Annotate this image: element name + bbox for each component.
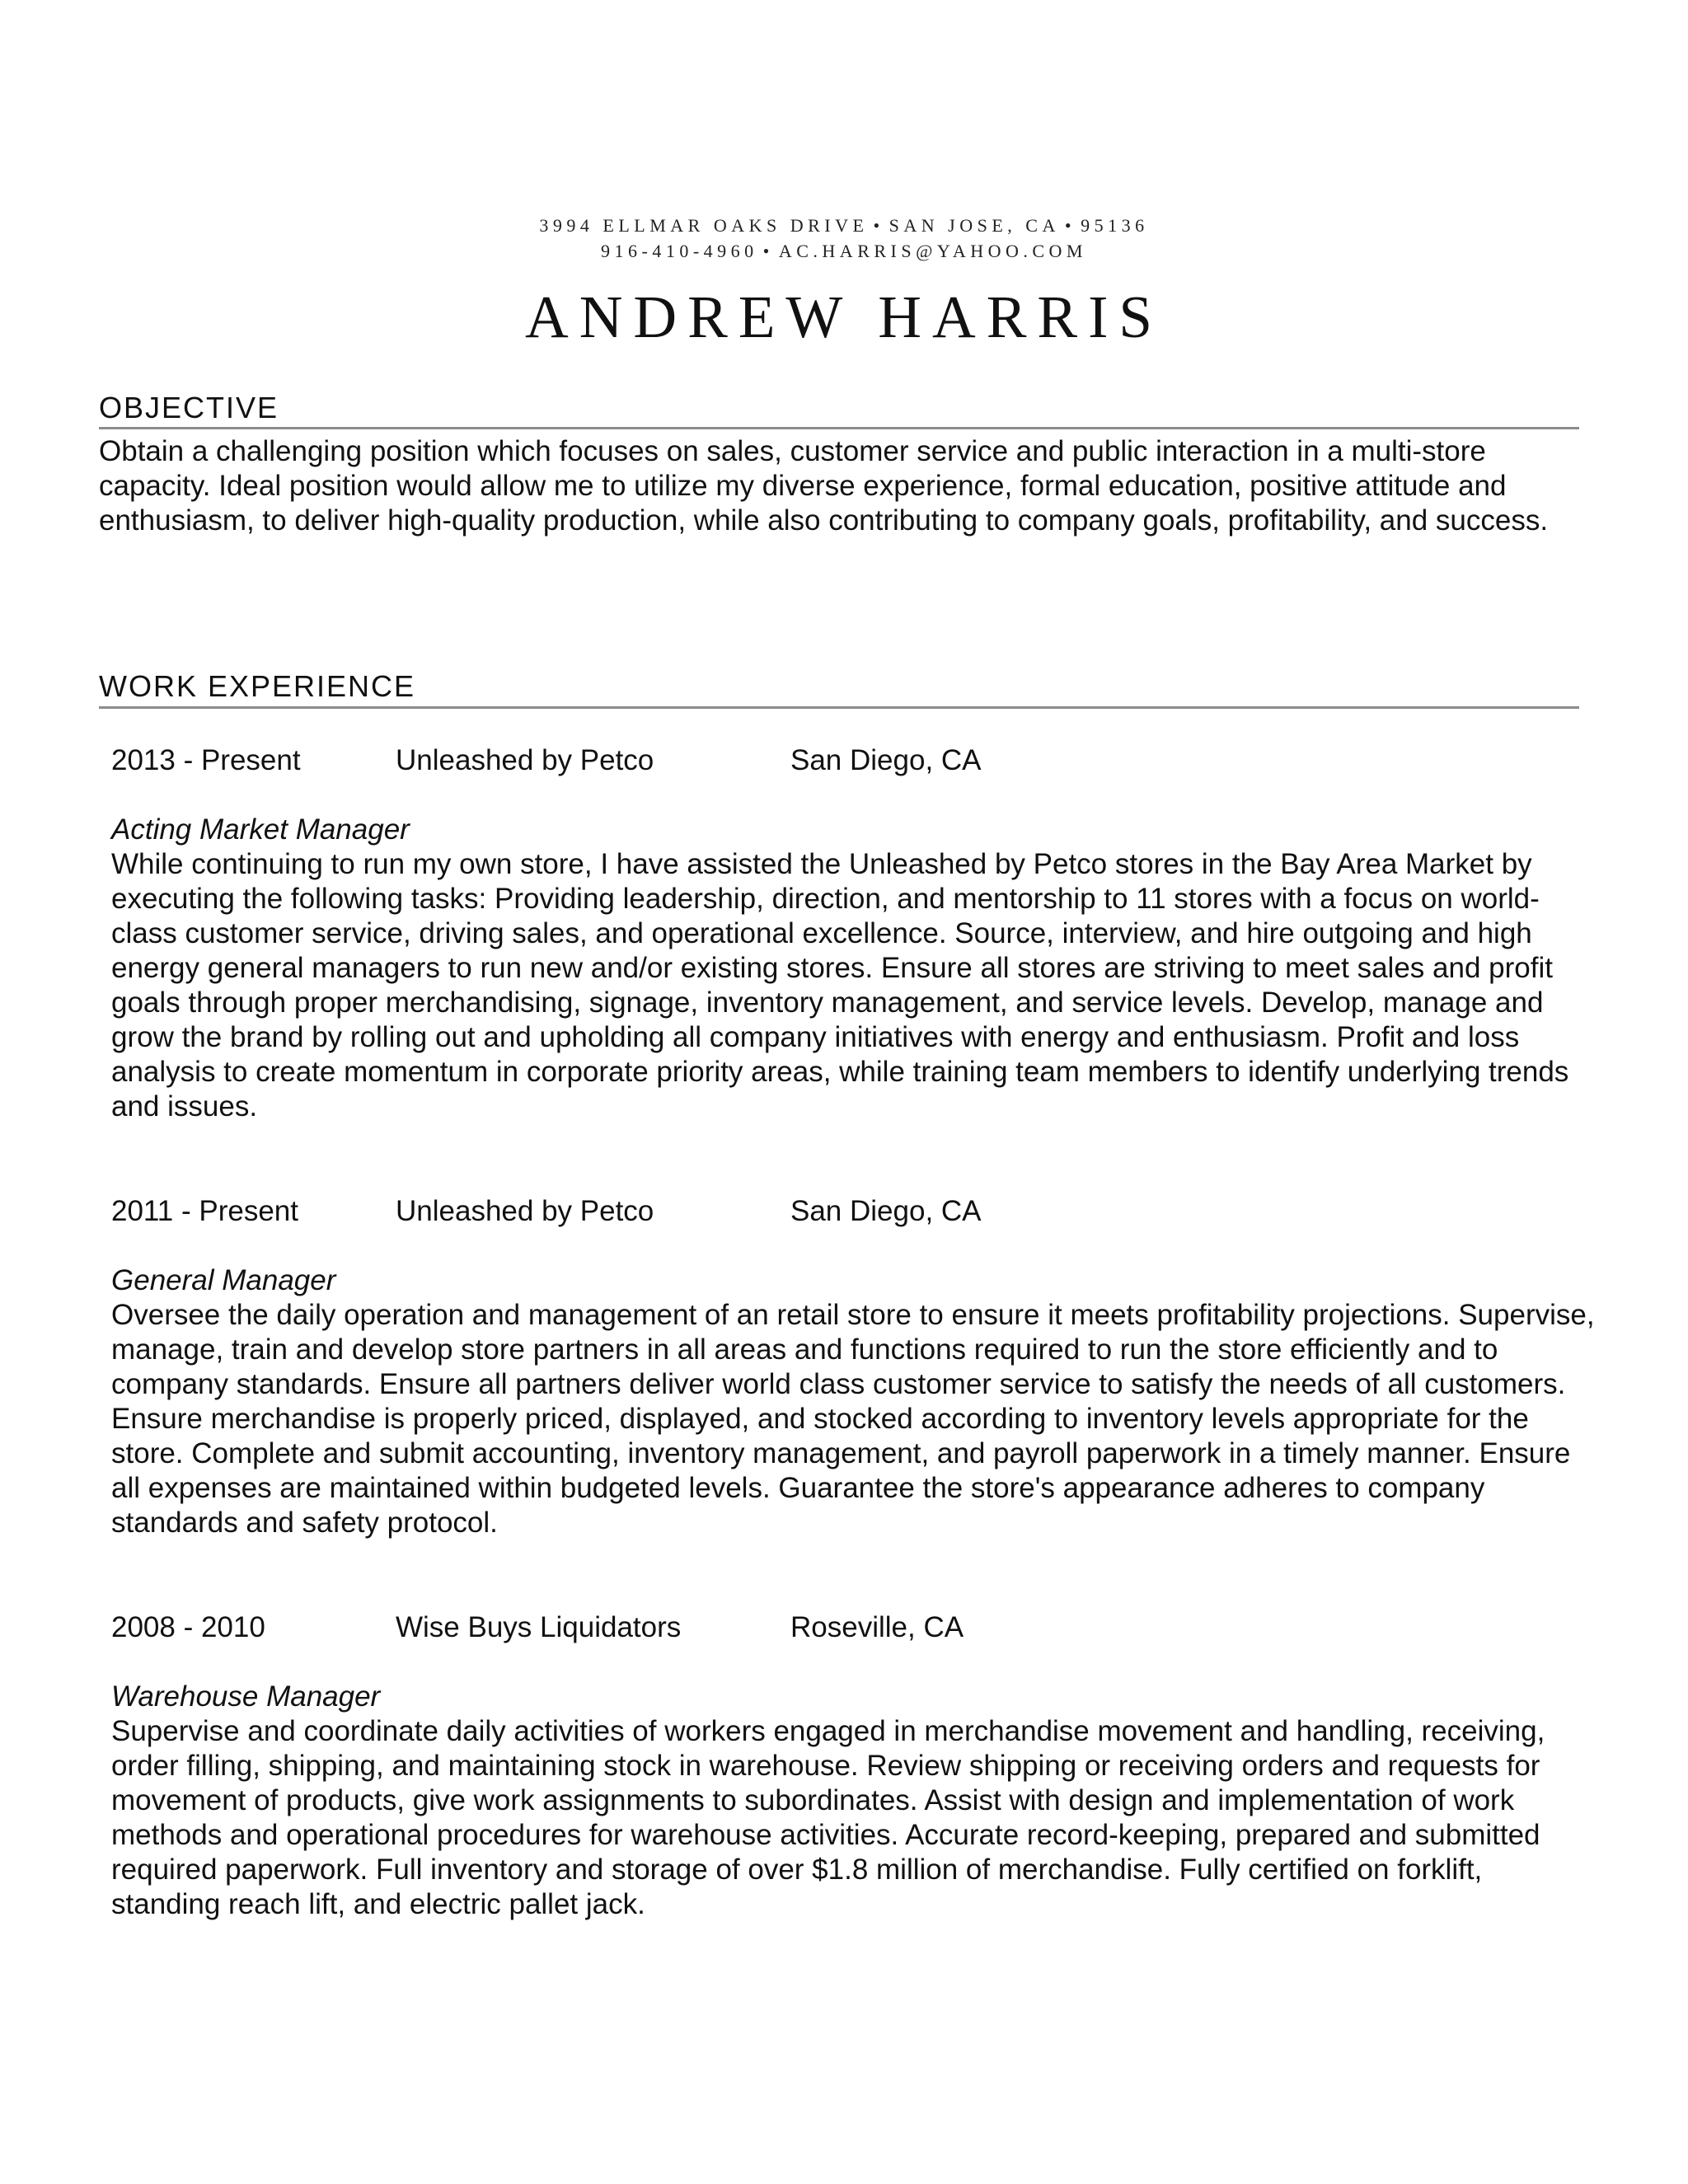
contact-city: SAN JOSE, CA: [889, 215, 1060, 236]
work-experience-divider: [99, 706, 1579, 709]
contact-phone: 916-410-4960: [601, 241, 758, 261]
objective-heading: OBJECTIVE: [99, 391, 279, 424]
work-experience-heading: WORK EXPERIENCE: [99, 669, 416, 703]
candidate-name: ANDREW HARRIS: [525, 284, 1163, 350]
job-title: Warehouse Manager: [111, 1680, 381, 1713]
contact-email: AC.HARRIS@YAHOO.COM: [778, 241, 1087, 261]
job-dates: 2008 - 2010: [111, 1611, 265, 1643]
job-header: [111, 1194, 1595, 1229]
job-dates: 2011 - Present: [111, 1195, 298, 1227]
contact-zip: 95136: [1081, 215, 1149, 236]
job-description: Oversee the daily operation and management of an retail store to ensure it meets profitability projections. Supervise, manage, train and develop store partners in all areas and functions required to run the store efficiently and to company standards. Ensure all partners deliver world class customer service to satisfy the needs of all customers. Ensure merchandise is properly priced, displayed, and stocked according to inventory levels appropriate for the store. Complete and submit accounting, inventory management, and payroll paperwork in a timely manner. Ensure all expenses are maintained within budgeted levels. Guarantee the store's appearance adheres to company standards and safety protocol.: [111, 1299, 1595, 1539]
job-location: San Diego, CA: [790, 1195, 982, 1227]
job-entry: [111, 1194, 1595, 1540]
job-title: General Manager: [111, 1264, 336, 1296]
contact-address-line: [0, 213, 1688, 238]
job-header: [111, 743, 1595, 778]
job-company: Unleashed by Petco: [396, 1195, 654, 1227]
contact-address: 3994 ELLMAR OAKS DRIVE: [539, 215, 869, 236]
job-title: Acting Market Manager: [111, 813, 410, 846]
contact-info: [0, 213, 1688, 264]
job-location: San Diego, CA: [790, 744, 982, 776]
separator-dot: •: [762, 241, 774, 261]
objective-divider: [99, 427, 1579, 429]
separator-dot: •: [873, 215, 884, 236]
job-location: Roseville, CA: [790, 1611, 964, 1643]
job-entry: [111, 1610, 1595, 1922]
job-description: While continuing to run my own store, I have assisted the Unleashed by Petco stores in the Bay Area Market by executing the following tasks: Providing leadership, direction, and mentorship to 11 stores with a focus on world-class customer service, driving sales, and operational excellence. Source, interview, and hire outgoing and high energy general managers to run new and/or existing stores. Ensure all stores are striving to meet sales and profit goals through proper merchandising, signage, inventory management, and service levels. Develop, manage and grow the brand by rolling out and upholding all company initiatives with energy and enthusiasm. Profit and loss analysis to create momentum in corporate priority areas, while training team members to identify underlying trends and issues.: [111, 848, 1569, 1122]
contact-phone-email-line: [0, 238, 1688, 264]
objective-text: Obtain a challenging position which focuses on sales, customer service and public interaction in a multi-store capacity. Ideal position would allow me to utilize my diverse experience, formal education, positive attitude and enthusiasm, to deliver high-quality production, while also contributing to company goals, profitability, and success.: [99, 435, 1549, 537]
job-description: Supervise and coordinate daily activities of workers engaged in merchandise movement and handling, receiving, order filling, shipping, and maintaining stock in warehouse. Review shipping or receiving orders and requests for movement of products, give work assignments to subordinates. Assist with design and implementation of work methods and operational procedures for warehouse activities. Accurate record-keeping, prepared and submitted required paperwork. Full inventory and storage of over $1.8 million of merchandise. Fully certified on forklift, standing reach lift, and electric pallet jack.: [111, 1715, 1545, 1920]
separator-dot: •: [1064, 215, 1076, 236]
job-company: Unleashed by Petco: [396, 744, 654, 776]
job-dates: 2013 - Present: [111, 744, 301, 776]
job-entry: [111, 743, 1595, 1124]
job-company: Wise Buys Liquidators: [396, 1611, 682, 1643]
job-header: [111, 1610, 1595, 1645]
